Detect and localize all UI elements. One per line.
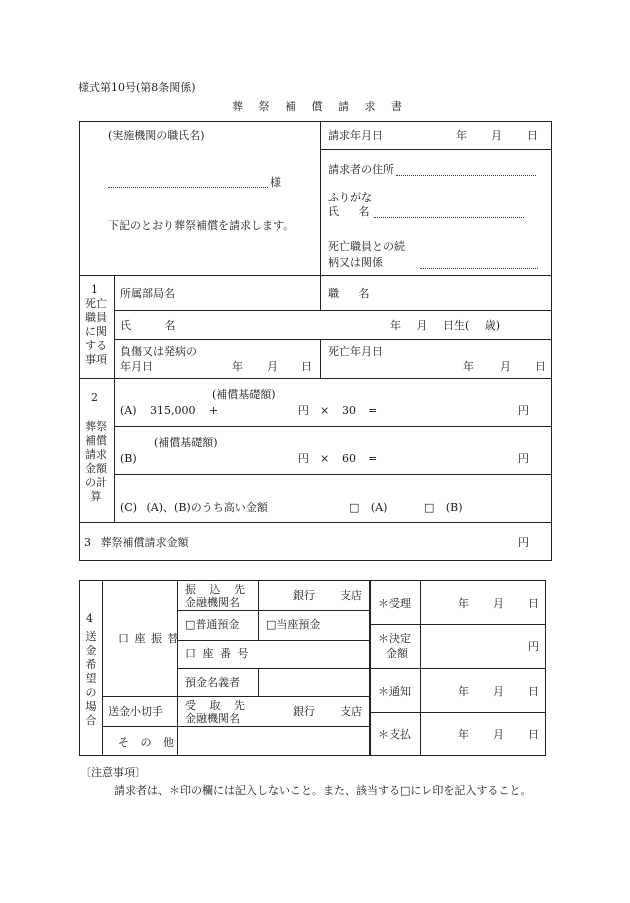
savings-current[interactable]: □当座預金 bbox=[266, 618, 321, 631]
request-date-day: 日 bbox=[527, 129, 538, 142]
request-date-year: 年 bbox=[456, 129, 467, 142]
section1-number: 1 bbox=[91, 283, 98, 296]
request-date-month: 月 bbox=[491, 129, 502, 142]
claimant-name-field[interactable] bbox=[374, 217, 524, 218]
paid-month: 月 bbox=[493, 728, 504, 741]
form-title: 葬 祭 補 償 請 求 書 bbox=[232, 100, 408, 113]
notes-heading: 〔注意事項〕 bbox=[80, 766, 146, 779]
row-a-result-yen: 円 bbox=[518, 404, 529, 417]
account-number-label: 口 座 番 号 bbox=[185, 647, 249, 660]
furigana-label: ふりがな bbox=[328, 191, 372, 204]
form-number: 様式第10号(第8条関係) bbox=[78, 81, 196, 94]
position-label: 職 名 bbox=[328, 287, 370, 300]
death-day: 日 bbox=[535, 360, 546, 373]
death-year: 年 bbox=[463, 360, 474, 373]
check-a[interactable]: □ (A) bbox=[349, 501, 388, 514]
relation-field[interactable] bbox=[420, 268, 538, 269]
savings-normal[interactable]: □普通預金 bbox=[185, 618, 240, 631]
notes-text: 請求者は、＊印の欄には記入しないこと。また、該当する□にレ印を記入すること。 bbox=[114, 784, 532, 797]
row-a-equals: = bbox=[368, 404, 378, 417]
row-a-times: × bbox=[320, 404, 330, 417]
section2-label: 葬祭補償請求金額の計算 bbox=[85, 420, 107, 503]
agency-name-line[interactable] bbox=[108, 187, 268, 188]
section1-label: 死亡職員に関する事項 bbox=[85, 297, 107, 366]
branch-text: 支店 bbox=[340, 589, 362, 602]
claimant-name-label: 氏 名 bbox=[328, 205, 370, 218]
row-b-yen: 円 bbox=[298, 452, 309, 465]
row-a-formula: (A) 315,000 + bbox=[120, 404, 219, 417]
section4-number: 4 bbox=[86, 612, 93, 625]
row-b-result-yen: 円 bbox=[518, 452, 529, 465]
agency-label: (実施機関の職氏名) bbox=[108, 129, 205, 142]
bank-label-1: 振 込 先 bbox=[185, 583, 245, 596]
injury-label-2: 年月日 bbox=[120, 360, 153, 373]
section3-label: 3 葬祭補償請求金額 bbox=[84, 536, 189, 549]
received-label: ＊受理 bbox=[378, 597, 411, 610]
request-text: 下記のとおり葬祭補償を請求します。 bbox=[108, 219, 295, 232]
decided-yen: 円 bbox=[528, 640, 539, 653]
recv-bank-text: 銀行 bbox=[293, 705, 315, 718]
death-month: 月 bbox=[500, 360, 511, 373]
row-a-yen: 円 bbox=[298, 404, 309, 417]
account-transfer-label: 口 座 振 替 bbox=[118, 632, 179, 645]
row-b-days: 60 bbox=[342, 452, 356, 465]
injury-label-1: 負傷又は発病の bbox=[120, 345, 197, 358]
request-date-label: 請求年月日 bbox=[328, 129, 383, 142]
bank-text: 銀行 bbox=[293, 589, 315, 602]
section4-label: 送金希望の場合 bbox=[85, 630, 97, 727]
decided-label-1: ＊決定 bbox=[378, 632, 411, 645]
notified-label: ＊通知 bbox=[378, 685, 411, 698]
row-a-days: 30 bbox=[342, 404, 356, 417]
injury-month: 月 bbox=[267, 360, 278, 373]
address-label: 請求者の住所 bbox=[328, 163, 394, 176]
base-amount-label-a: (補償基礎額) bbox=[212, 388, 276, 401]
deceased-name-label: 氏 名 bbox=[120, 319, 176, 332]
notified-month: 月 bbox=[493, 685, 504, 698]
row-b-times: × bbox=[320, 452, 330, 465]
address-field[interactable] bbox=[396, 175, 536, 176]
section2-number: 2 bbox=[91, 391, 98, 404]
row-c-label: (C) (A)、(B)のうち高い金額 bbox=[120, 501, 268, 514]
notified-year: 年 bbox=[458, 685, 469, 698]
row-b-label: (B) bbox=[120, 452, 137, 465]
base-amount-label-b: (補償基礎額) bbox=[154, 436, 218, 449]
received-day: 日 bbox=[528, 597, 539, 610]
injury-year: 年 bbox=[232, 360, 243, 373]
recv-label-2: 金融機関名 bbox=[185, 712, 240, 725]
relation-label-2: 柄又は関係 bbox=[328, 256, 383, 269]
row-b-equals: = bbox=[368, 452, 378, 465]
check-label: 送金小切手 bbox=[108, 705, 163, 718]
paid-label: ＊支払 bbox=[378, 728, 411, 741]
paid-day: 日 bbox=[528, 728, 539, 741]
notified-day: 日 bbox=[528, 685, 539, 698]
sama-label: 様 bbox=[270, 176, 281, 189]
relation-label-1: 死亡職員との続 bbox=[328, 240, 405, 253]
recv-label-1: 受 取 先 bbox=[185, 699, 245, 712]
birth-date-text: 年 月 日生( 歳) bbox=[390, 319, 501, 332]
received-month: 月 bbox=[493, 597, 504, 610]
decided-label-2: 金額 bbox=[386, 647, 408, 660]
other-label: そ の 他 bbox=[118, 736, 174, 749]
paid-year: 年 bbox=[458, 728, 469, 741]
death-date-label: 死亡年月日 bbox=[328, 345, 383, 358]
account-holder-label: 預金名義者 bbox=[185, 676, 240, 689]
check-b[interactable]: □ (B) bbox=[424, 501, 463, 514]
injury-day: 日 bbox=[301, 360, 312, 373]
received-year: 年 bbox=[458, 597, 469, 610]
bank-label-2: 金融機関名 bbox=[185, 596, 240, 609]
dept-label: 所属部局名 bbox=[120, 287, 175, 300]
recv-branch-text: 支店 bbox=[340, 705, 362, 718]
section3-yen: 円 bbox=[518, 536, 529, 549]
